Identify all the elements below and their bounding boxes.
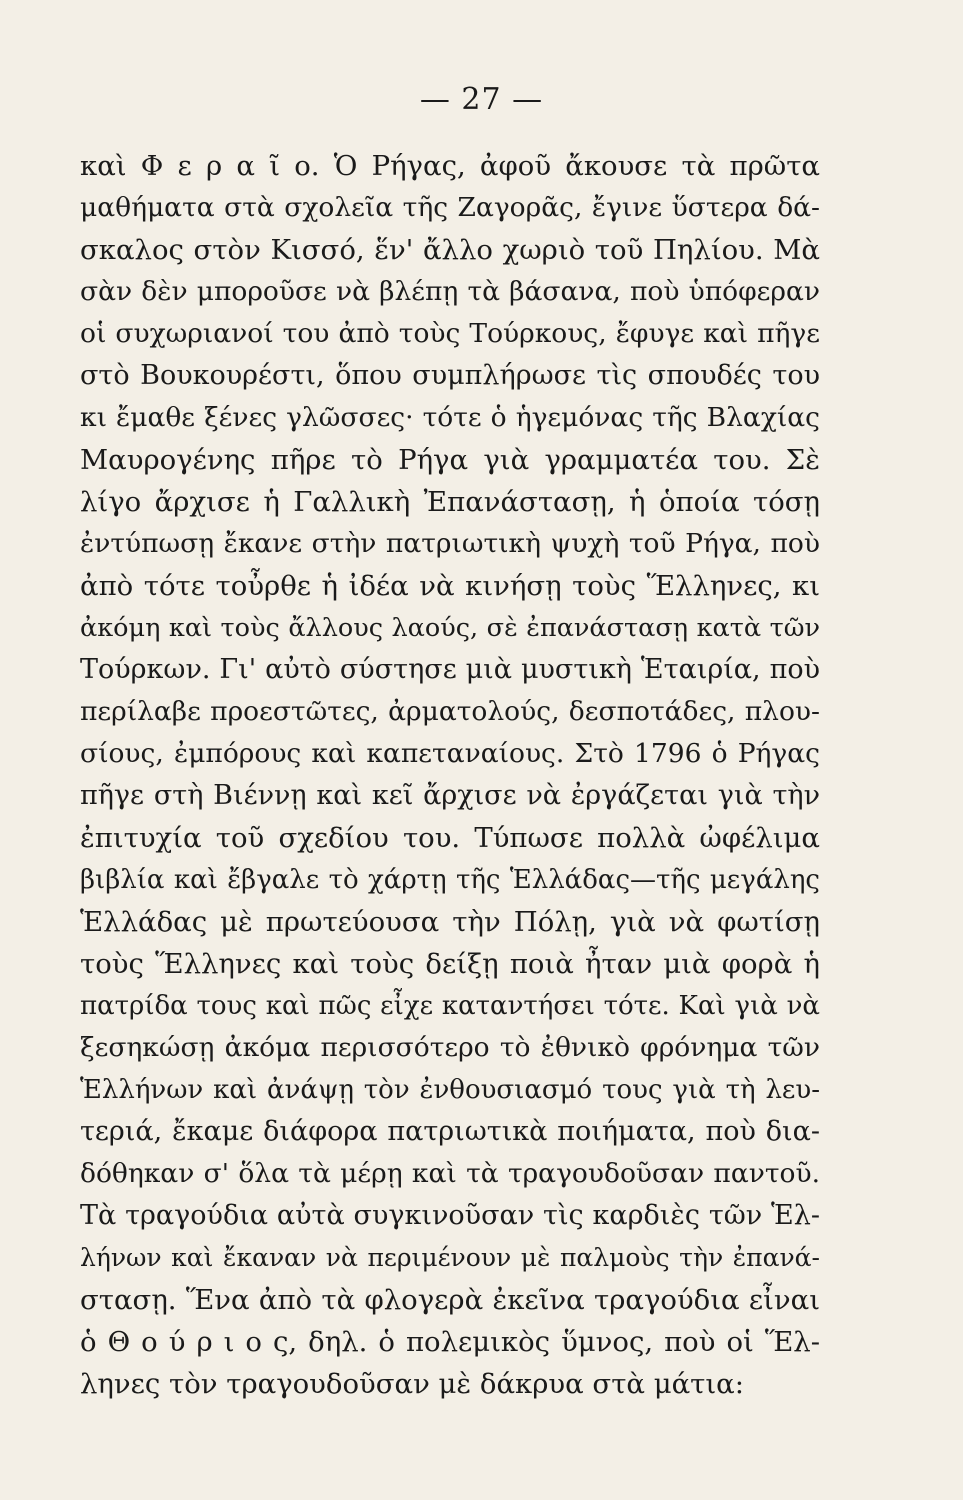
- text-line: ὁ Θ ο ύ ρ ι ο ς, δηλ. ὁ πολεμικὸς ὕμνος, ποὺ οἱ Ἕλ-: [80, 1326, 820, 1358]
- text-line: ξεσηκώσῃ ἀκόμα περισσότερο τὸ ἐθνικὸ φρόνημα τῶν: [80, 1032, 820, 1063]
- text-line: σὰν δὲν μποροῦσε νὰ βλέπῃ τὰ βάσανα, ποὺ ὑπόφεραν: [80, 276, 820, 307]
- text-line: σκαλος στὸν Κισσό, ἕν' ἄλλο χωριὸ τοῦ Πηλίου. Μὰ: [80, 234, 820, 266]
- text-line: ἀπὸ τότε τοὖρθε ἡ ἰδέα νὰ κινήσῃ τοὺς Ἕλληνες, κι: [80, 570, 820, 602]
- text-line: ἐντύπωσῃ ἔκανε στὴν πατριωτικὴ ψυχὴ τοῦ Ρήγα, ποὺ: [80, 528, 820, 559]
- text-line: οἱ συχωριανοί του ἀπὸ τοὺς Τούρκους, ἔφυγε καὶ πῆγε: [80, 318, 820, 349]
- text-line: δόθηκαν σ' ὅλα τὰ μέρῃ καὶ τὰ τραγουδοῦσαν παντοῦ.: [80, 1158, 820, 1189]
- text-line: μαθήματα στὰ σχολεῖα τῆς Ζαγορᾶς, ἔγινε ὕστερα δά-: [80, 192, 820, 223]
- text-line: τεριά, ἔκαμε διάφορα πατριωτικὰ ποιήματα, ποὺ δια-: [80, 1116, 820, 1147]
- text-line: κι ἔμαθε ξένες γλῶσσες· τότε ὁ ἡγεμόνας τῆς Βλαχίας: [80, 402, 820, 433]
- text-line: ἐπιτυχία τοῦ σχεδίου του. Τύπωσε πολλὰ ὠφέλιμα: [80, 822, 820, 854]
- text-line: καὶ Φ ε ρ α ῖ ο. Ὁ Ρήγας, ἀφοῦ ἄκουσε τὰ πρῶτα: [80, 150, 820, 182]
- text-line: περίλαβε προεστῶτες, ἀρματολούς, δεσποτάδες, πλου-: [80, 696, 820, 727]
- text-line: στασῃ. Ἕνα ἀπὸ τὰ φλογερὰ ἐκεῖνα τραγούδια εἶναι: [80, 1284, 820, 1316]
- text-line: σίους, ἐμπόρους καὶ καπεταναίους. Στὸ 1796 ὁ Ρήγας: [80, 738, 820, 769]
- page-number: — 27 —: [419, 82, 544, 117]
- body-text: [80, 145, 820, 1405]
- text-line: πατρίδα τους καὶ πῶς εἶχε καταντήσει τότε. Καὶ γιὰ νὰ: [80, 991, 820, 1021]
- text-line: Ἑλλάδας μὲ πρωτεύουσα τὴν Πόλῃ, γιὰ νὰ φωτίσῃ: [80, 906, 820, 938]
- text-line: Ἑλλήνων καὶ ἀνάψῃ τὸν ἐνθουσιασμό τους γιὰ τὴ λευ-: [80, 1075, 820, 1105]
- text-line: στὸ Βουκουρέστι, ὅπου συμπλήρωσε τὶς σπουδές του: [80, 360, 820, 391]
- text-line: ληνες τὸν τραγουδοῦσαν μὲ δάκρυα στὰ μάτια:: [80, 1368, 744, 1400]
- text-line: πῆγε στὴ Βιέννῃ καὶ κεῖ ἄρχισε νὰ ἐργάζεται γιὰ τὴν: [80, 780, 820, 811]
- text-line: λίγο ἄρχισε ἡ Γαλλικὴ Ἐπανάστασῃ, ἡ ὁποία τόσῃ: [80, 486, 820, 518]
- text-line: Τὰ τραγούδια αὐτὰ συγκινοῦσαν τὶς καρδιὲς τῶν Ἑλ-: [80, 1200, 820, 1231]
- text-line: τοὺς Ἕλληνες καὶ τοὺς δείξῃ ποιὰ ἦταν μιὰ φορὰ ἡ: [80, 948, 820, 980]
- text-line: λήνων καὶ ἔκαναν νὰ περιμένουν μὲ παλμοὺς τὴν ἐπανά-: [80, 1243, 820, 1272]
- text-line: Τούρκων. Γι' αὐτὸ σύστησε μιὰ μυστικὴ Ἑταιρία, ποὺ: [80, 654, 820, 685]
- text-line: ἀκόμη καὶ τοὺς ἄλλους λαούς, σὲ ἐπανάστασῃ κατὰ τῶν: [80, 613, 820, 643]
- text-line: Μαυρογένης πῆρε τὸ Ρήγα γιὰ γραμματέα του. Σὲ: [80, 444, 820, 476]
- text-line: βιβλία καὶ ἔβγαλε τὸ χάρτῃ τῆς Ἑλλάδας—τῆς μεγάλης: [80, 865, 820, 895]
